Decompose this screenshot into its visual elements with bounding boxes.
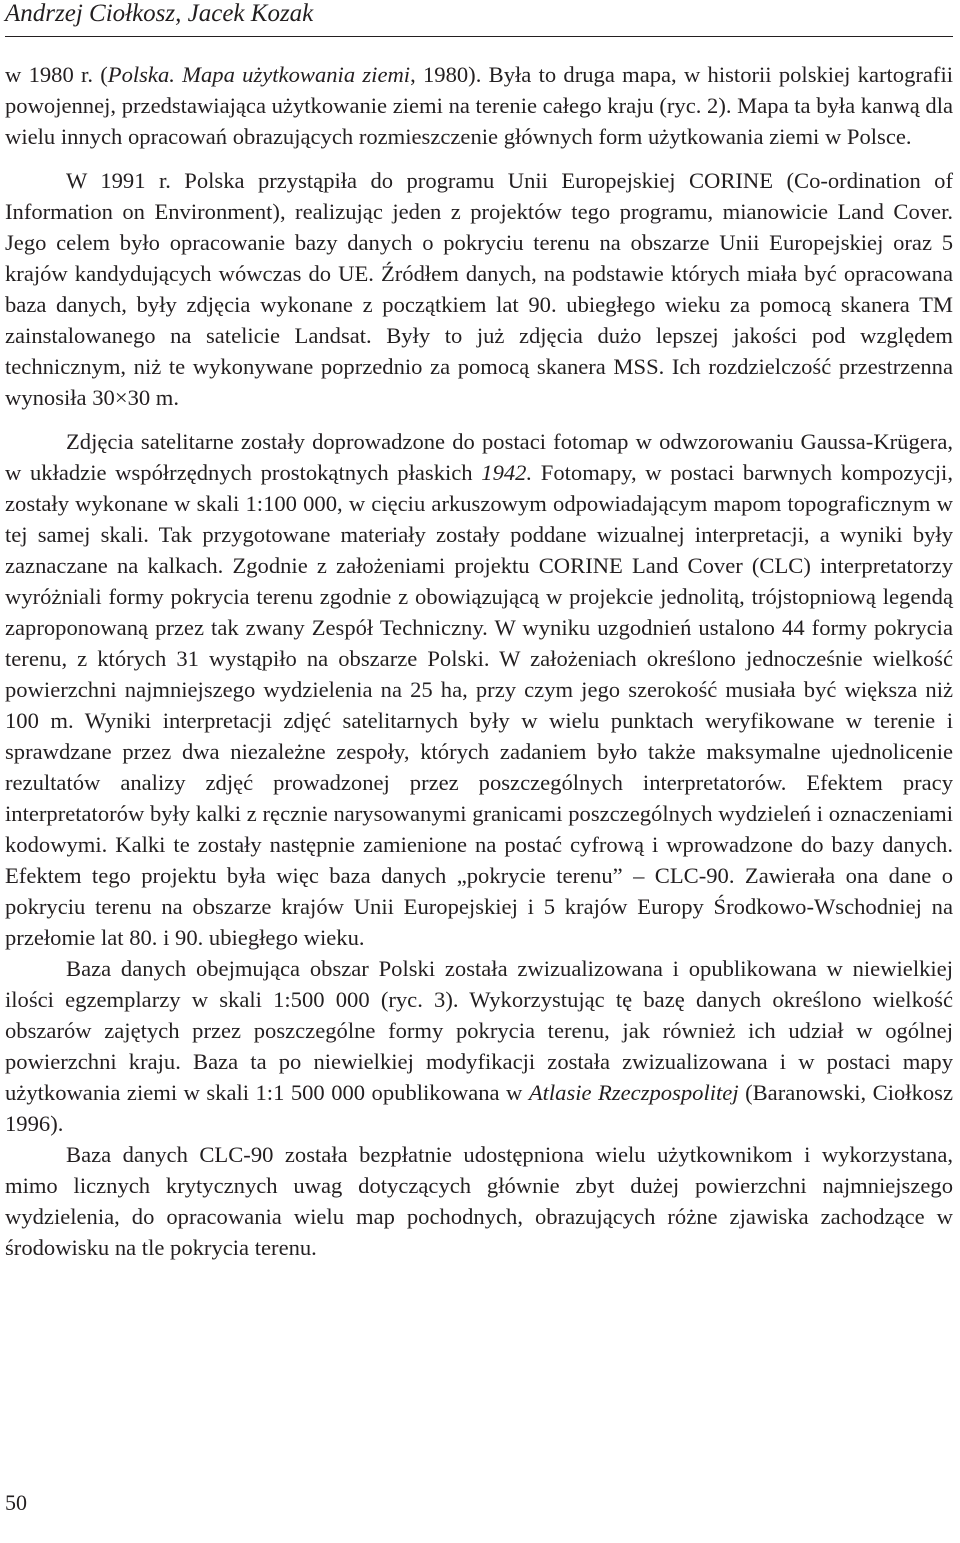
paragraph-4-text: Baza danych obejmująca obszar Polski została zwizualizowana i opublikowana w niewielkiej ilości egzemplarzy w skali 1:500 000 (ryc. 3). Wykorzystując tę bazę danych określono wielkość obszarów zajętych przez poszczególne formy pokrycia terenu, jak również ich udział w ogólnej powierzchni kraju. Baza ta po niewielkiej modyfikacji została zwizualizowana i w postaci mapy użytkowania ziemi w skali 1:1 500 000 opublikowana w — [5, 956, 953, 1105]
paragraph-5: Baza danych CLC-90 została bezpłatnie udostępniona wielu użytkownikom i wykorzystana, mimo licznych krytycznych uwag dotyczących głównie zbyt dużej powierzchni najmniejszego wydzielenia, do opracowania wielu map pochodnych, obrazujących różne zjawiska zachodzące w środowisku na tle pokrycia terenu. — [5, 1142, 953, 1260]
paragraph-3-text-cont: Fotomapy, w postaci barwnych kompozycji, zostały wykonane w skali 1:100 000, w cięciu arkuszowym odpowiadającym mapom topograficznym w tej samej skali. Tak przygotowane materiały zostały poddane wizualnej interpretacji, a wyniki były zaznaczane na kalkach. Zgodnie z założeniami projektu CORINE Land Cover (CLC) interpretatorzy wyróżniali formy pokrycia terenu zgodnie z obowiązującą w projekcie jednolitą, trójstopniową legendą zaproponowaną przez tak zwany Zespół Techniczny. W wyniku uzgodnień ustalono 44 formy pokrycia terenu, z których 31 wystąpiło na obszarze Polski. W założeniach określono jednocześnie wielkość powierzchni najmniejszego wydzielenia na 25 ha, przy czym jego szerokość musiała być większa niż 100 m. Wyniki interpretacji zdjęć satelitarnych były w wielu punktach weryfikowane w terenie i sprawdzane przez dwa niezależne zespoły, których zadaniem było także maksymalne ujednolicenie rezultatów analizy zdjęć prowadzonej przez poszczególnych interpretatorów. Efektem pracy interpretatorów były kalki z ręcznie narysowanymi granicami poszczególnych wydzieleń i oznaczeniami kodowymi. Kalki te zostały następnie zamienione na postać cyfrową i wprowadzone do bazy danych. Efektem tego projektu była więc baza danych „pokrycie terenu” – CLC-90. Zawierała ona dane o pokryciu terenu na obszarze krajów Unii Europejskiej i 5 krajów Europy Środkowo-Wschodniej na przełomie lat 80. i 90. ubiegłego wieku. — [5, 460, 953, 950]
header-rule — [5, 36, 953, 37]
paragraph-2: W 1991 r. Polska przystąpiła do programu Unii Europejskiej CORINE (Co-ordination of Information on Environment), realizując jeden z projektów tego programu, mianowicie Land Cover. Jego celem było opracowanie bazy danych o pokryciu terenu na obszarze Unii Europejskiej oraz 5 krajów kandydujących wówczas do UE. Źródłem danych, na podstawie których miała być opracowana baza danych, były zdjęcia wykonane z początkiem lat 90. ubiegłego wieku za pomocą skanera TM zainstalowanego na satelicie Landsat. Były to już zdjęcia dużo lepszej jakości pod względem technicznym, niż te wykonywane poprzednio za pomocą skanera MSS. Ich rozdzielczość przestrzenna wynosiła 30×30 m. — [5, 168, 953, 410]
paragraph-3-year: 1942. — [481, 460, 533, 485]
paragraph-4 — [5, 953, 953, 1139]
paragraph-1-title: Polska. Mapa użytkowania ziemi — [107, 62, 411, 87]
paragraph-3-text: Zdjęcia satelitarne zostały doprowadzone do postaci fotomap w odwzorowaniu Gaussa-Krügera, w układzie współrzędnych prostokątnych płaskich — [5, 429, 953, 485]
running-head: Andrzej Ciołkosz, Jacek Kozak — [5, 0, 314, 27]
paragraph-1-text-cont: , 1980). Była to druga mapa, w historii polskiej kartografii powojennej, przedstawiająca użytkowanie ziemi na terenie całego kraju (ryc. 2). Mapa ta była kanwą dla wielu innych opracowań obrazujących rozmieszczenie głównych form użytkowania ziemi w Polsce. — [5, 62, 953, 149]
body-text — [5, 59, 953, 1263]
paragraph-4-text-cont: (Baranowski, Ciołkosz 1996). — [5, 1080, 953, 1136]
paragraph-3 — [5, 426, 953, 953]
page-number: 50 — [5, 1490, 27, 1515]
paragraph-4-atlas-title: Atlasie Rzeczpospolitej — [528, 1080, 739, 1105]
paragraph-1-text: w 1980 r. ( — [5, 62, 108, 87]
paragraph-1 — [5, 59, 953, 152]
